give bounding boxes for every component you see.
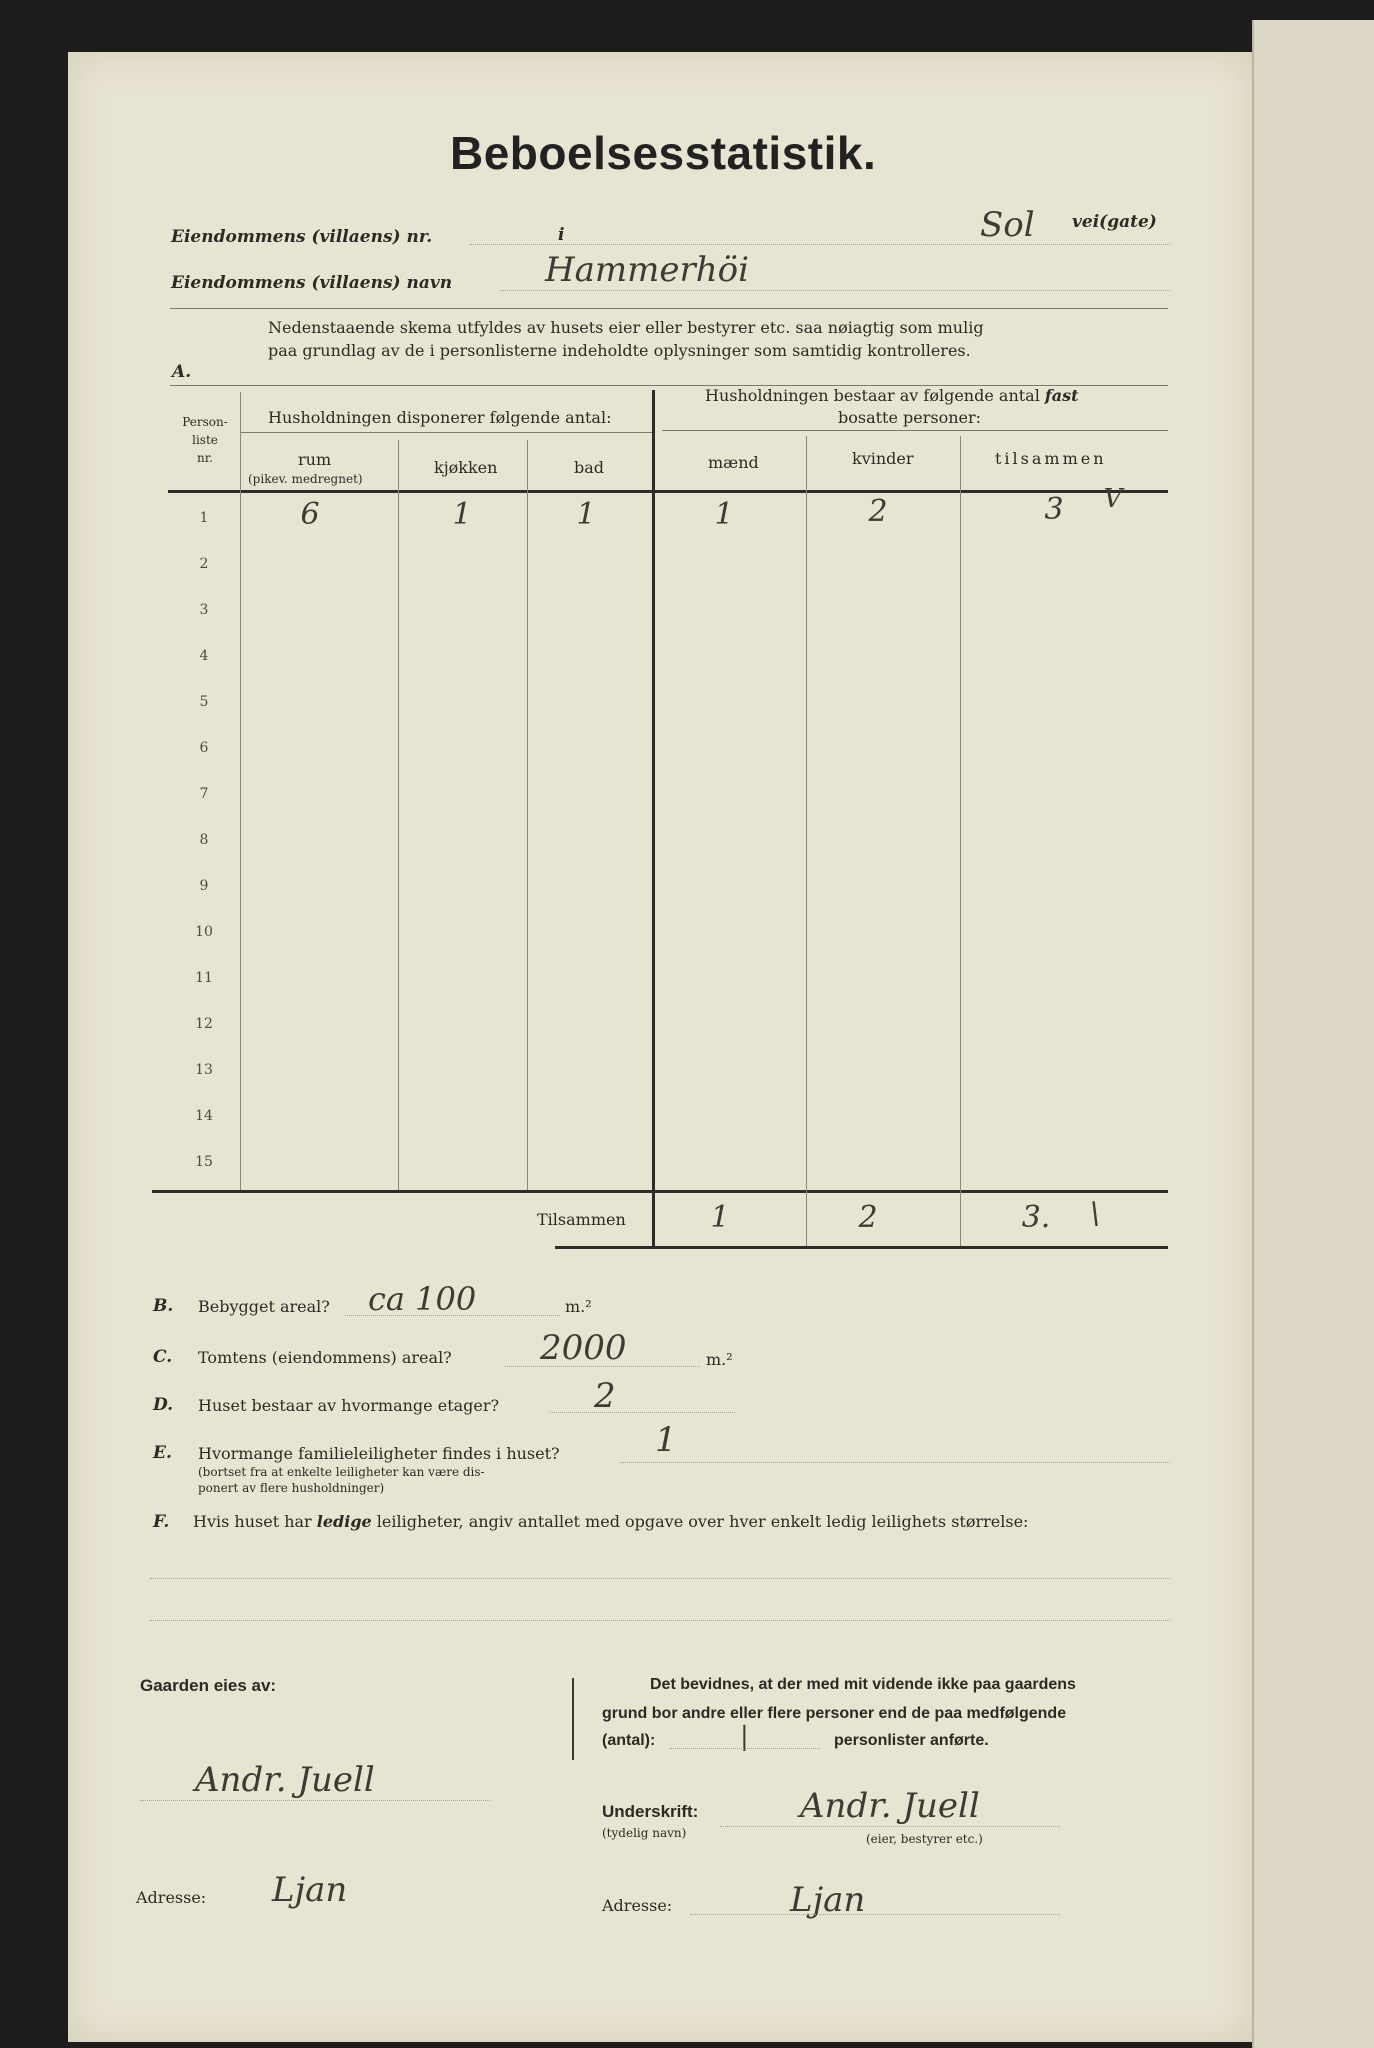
col-rum-header: rum [298, 450, 332, 469]
row-number: 11 [195, 970, 213, 986]
question-f-text-c: leiligheter, angiv antallet med opgave over hver enkelt ledig leilighets størrelse: [371, 1512, 1029, 1531]
address-right: Ljan [790, 1880, 866, 1920]
main-col-divider [652, 390, 655, 1246]
address-label-right: Adresse: [602, 1896, 673, 1915]
question-f-text-ledige: ledige [316, 1512, 372, 1531]
row1-check-mark: V [1103, 484, 1123, 514]
question-d-text: Huset bestaar av hvormange etager? [198, 1396, 500, 1415]
instructions-line1: Nedenstaaende skema utfyldes av husets eier eller bestyrer etc. saa nøiagtig som mulig [268, 318, 984, 337]
question-d-dotline [550, 1412, 735, 1413]
property-name-handwritten: Hammerhöi [545, 250, 750, 290]
question-c-answer: 2000 [540, 1328, 627, 1368]
col-personliste-header [176, 413, 234, 467]
row-number: 15 [195, 1154, 213, 1170]
owner-dotline [140, 1800, 490, 1801]
question-e-dotline [620, 1462, 1170, 1463]
totals-label: Tilsammen [537, 1210, 626, 1229]
in-label: i [558, 225, 565, 245]
question-e-text: Hvormange familieleiligheter findes i huset? [198, 1444, 560, 1463]
group-right-underline [662, 430, 1168, 431]
col-divider-2 [398, 440, 399, 1190]
col-kvinder-header: kvinder [852, 449, 914, 468]
total-tilsammen: 3. [1021, 1200, 1051, 1235]
row1-maend: 1 [714, 497, 734, 532]
group-right-header-text: Husholdningen bestaar av følgende antal [705, 386, 1045, 405]
signature-value: Andr. Juell [800, 1786, 980, 1826]
header-rule [170, 308, 1168, 309]
question-b-answer: ca 100 [368, 1280, 477, 1318]
question-f-text-a: Hvis huset har [193, 1512, 317, 1531]
question-f-dotline-1 [150, 1578, 1170, 1579]
col-personliste-line3: nr. [197, 451, 213, 465]
question-f-text [193, 1512, 1028, 1531]
group-right-header-line1 [705, 386, 1079, 405]
total-check-mark: \ [1089, 1196, 1101, 1231]
question-e-answer: 1 [655, 1420, 677, 1460]
col-personliste-line2: liste [192, 433, 218, 447]
instructions-line2: paa grundlag av de i personlisterne indeholdte oplysninger som samtidig kontrolleres. [268, 341, 971, 360]
total-maend: 1 [710, 1200, 730, 1235]
row1-bad: 1 [576, 497, 596, 532]
address-right-dotline [690, 1914, 1060, 1915]
signature-role: (eier, bestyrer etc.) [866, 1832, 983, 1846]
question-e-note2: ponert av flere husholdninger) [198, 1481, 385, 1495]
table-header-rule [168, 490, 1168, 493]
row-number: 14 [195, 1108, 213, 1124]
table-bottom-rule [152, 1190, 1168, 1193]
group-left-underline [240, 432, 652, 433]
row-number: 4 [199, 648, 209, 664]
col-kjokken-header: kjøkken [434, 458, 498, 477]
question-f-letter: F. [153, 1512, 170, 1532]
group-right-header-line2: bosatte personer: [838, 408, 982, 427]
col-bad-header: bad [574, 458, 605, 477]
section-a-letter: A. [172, 362, 192, 382]
page-title: Beboelsesstatistik. [450, 127, 877, 179]
row-number: 9 [199, 878, 209, 894]
row-number: 12 [195, 1016, 213, 1032]
question-d-answer: 2 [594, 1376, 616, 1416]
street-name-handwritten: Sol [980, 205, 1035, 245]
row1-rum: 6 [300, 497, 320, 532]
signature-dotline [720, 1826, 1060, 1827]
property-number-label: Eiendommens (villaens) nr. [171, 227, 433, 247]
signature-note: (tydelig navn) [602, 1826, 687, 1840]
group-left-header: Husholdningen disponerer følgende antal: [268, 408, 612, 427]
address-left: Ljan [272, 1870, 348, 1910]
col-divider-5 [806, 436, 807, 1246]
property-name-dotline [500, 290, 1170, 291]
address-label-left: Adresse: [136, 1888, 207, 1907]
question-c-unit: m.² [706, 1350, 733, 1369]
question-e-letter: E. [153, 1443, 172, 1463]
row1-tilsammen: 3 [1044, 492, 1064, 527]
col-maend-header: mænd [708, 453, 759, 472]
col-divider-1 [240, 392, 241, 1190]
row-number: 3 [199, 602, 209, 618]
question-c-letter: C. [153, 1347, 173, 1367]
row-number: 13 [195, 1062, 213, 1078]
question-e-note1: (bortset fra at enkelte leiligheter kan være dis- [198, 1465, 485, 1479]
question-b-dotline [345, 1315, 560, 1316]
property-number-dotline [470, 244, 1170, 245]
row1-kvinder: 2 [868, 494, 888, 529]
col-tilsammen-header: tilsammen [995, 449, 1107, 468]
row-number: 8 [199, 832, 209, 848]
row-number: 6 [199, 740, 209, 756]
owner-label: Gaarden eies av: [140, 1676, 277, 1695]
question-d-letter: D. [153, 1395, 174, 1415]
street-suffix: vei(gate) [1072, 212, 1157, 232]
col-divider-6 [960, 436, 961, 1246]
declaration-line3: personlister anførte. [834, 1732, 989, 1749]
adjacent-page-edge [1252, 20, 1374, 2048]
declaration-line2: grund bor andre eller flere personer end de paa medfølgende [602, 1705, 1067, 1722]
question-f-dotline-2 [150, 1620, 1170, 1621]
property-name-label: Eiendommens (villaens) navn [171, 273, 453, 293]
row-number: 5 [199, 694, 209, 710]
declaration-antal-label: (antal): [602, 1732, 656, 1749]
question-b-unit: m.² [565, 1297, 592, 1316]
question-c-text: Tomtens (eiendommens) areal? [198, 1348, 452, 1367]
col-rum-note: (pikev. medregnet) [248, 472, 363, 486]
question-c-dotline [505, 1366, 700, 1367]
row-number: 1 [199, 510, 209, 526]
row1-kjokken: 1 [452, 497, 472, 532]
question-b-text: Bebygget areal? [198, 1297, 330, 1316]
owner-signature: Andr. Juell [195, 1760, 375, 1800]
question-b-letter: B. [153, 1296, 174, 1316]
totals-bottom-rule [555, 1246, 1168, 1249]
declaration-antal-value: | [740, 1722, 749, 1752]
declaration-antal-dotline [670, 1748, 820, 1749]
row-number: 2 [199, 556, 209, 572]
declaration-line1: Det bevidnes, at der med mit vidende ikke paa gaardens [650, 1676, 1076, 1693]
col-personliste-line1: Person- [182, 415, 228, 429]
signature-label: Underskrift: [602, 1802, 699, 1821]
col-divider-3 [527, 440, 528, 1190]
total-kvinder: 2 [858, 1200, 878, 1235]
group-right-header-fast: fast [1044, 386, 1079, 405]
footer-divider [572, 1678, 574, 1760]
row-number: 10 [195, 924, 213, 940]
row-number: 7 [199, 786, 209, 802]
